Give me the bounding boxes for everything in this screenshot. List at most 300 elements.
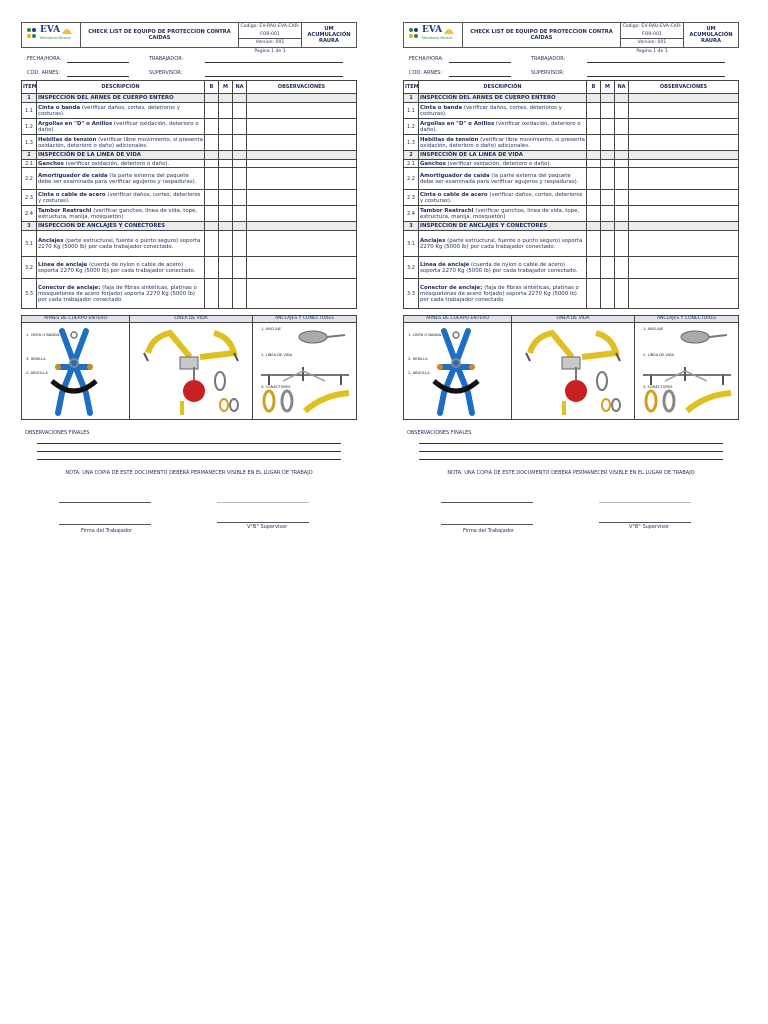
observation-cell[interactable]: [629, 135, 739, 151]
check-na-cell[interactable]: [615, 168, 629, 190]
item-number: 1.3: [404, 135, 419, 151]
document-page: Pagina 1 de 1: [636, 48, 668, 54]
item-number: 2.4: [404, 206, 419, 222]
check-b-cell[interactable]: [587, 231, 601, 257]
observation-cell[interactable]: [629, 190, 739, 206]
item-description: [419, 119, 587, 135]
section-number: 3: [404, 222, 419, 231]
checklist-table: [21, 80, 357, 309]
reference-images: [403, 315, 739, 420]
checklist-row: [404, 119, 739, 135]
check-b-cell[interactable]: [205, 119, 219, 135]
check-b-cell[interactable]: [587, 168, 601, 190]
item-number: 2.1: [404, 160, 419, 168]
check-na-cell[interactable]: [233, 135, 247, 151]
document-version: Version: 001: [239, 39, 301, 48]
observation-cell[interactable]: [247, 103, 357, 119]
item-number: 1.3: [22, 135, 37, 151]
observaciones-line-1[interactable]: [37, 443, 341, 444]
vb-supervisor-line-2[interactable]: [599, 522, 691, 523]
section-cell: [587, 222, 601, 231]
checklist-row: [22, 190, 357, 206]
section-cell: [219, 222, 233, 231]
item-name: Tambor Reatrachl: [420, 207, 474, 214]
harness-image: [404, 323, 512, 419]
form-fields: [403, 48, 739, 80]
check-na-cell[interactable]: [233, 257, 247, 279]
item-detail: (verificar ganchos, linea de vida, tope, estructura, manija, mosquetón): [38, 207, 198, 220]
item-description: [37, 231, 205, 257]
item-description: [419, 231, 587, 257]
check-na-cell[interactable]: [615, 206, 629, 222]
checklist-row: [404, 257, 739, 279]
check-na-cell[interactable]: [233, 190, 247, 206]
item-number: 1.1: [22, 103, 37, 119]
check-na-cell[interactable]: [233, 206, 247, 222]
item-description: [419, 103, 587, 119]
item-description: [37, 168, 205, 190]
section-title: INSPECCION DE ANCLAJES Y CONECTORES: [37, 222, 205, 231]
form-fields: [21, 48, 357, 80]
col-item: ITEM: [22, 81, 37, 94]
item-description: [419, 160, 587, 168]
item-name: Tambor Reatrachl: [38, 207, 92, 214]
checklist-row: [22, 160, 357, 168]
item-detail: (verificar libre movimiento, si presenta oxidación, deterioro o daño) adicionales.: [38, 136, 203, 149]
check-na-cell[interactable]: [233, 160, 247, 168]
observation-cell[interactable]: [247, 135, 357, 151]
firma-trabajador-line-1[interactable]: [59, 502, 151, 503]
section-cell: [629, 151, 739, 160]
section-number: 1: [404, 94, 419, 103]
check-b-cell[interactable]: [205, 257, 219, 279]
section-cell: [205, 222, 219, 231]
col-descripcion: DESCRIPCIÓN: [37, 81, 205, 94]
item-name: Hebillas de tensión: [38, 136, 97, 143]
eva-logo: [404, 23, 463, 47]
item-description: [37, 119, 205, 135]
anclajes-image-title: ANCLAJES Y CONECTORES: [656, 316, 717, 321]
checklist-row: [404, 160, 739, 168]
anc-label-1: 1. ANCLAJE: [643, 327, 664, 331]
observaciones-line-3[interactable]: [419, 459, 723, 460]
checklist-row: [404, 103, 739, 119]
form-title: CHECK LIST DE EQUIPO DE PROTECCION CONTRA CAIDAS: [463, 23, 621, 47]
check-m-cell[interactable]: [219, 103, 233, 119]
trabajador-input[interactable]: [587, 62, 725, 63]
item-name: Ganchos: [420, 160, 446, 167]
signature-area: [403, 490, 739, 540]
item-number: 1.2: [404, 119, 419, 135]
arnes-label-1: 1. CINTA O BANDA: [408, 333, 442, 337]
firma-trabajador-line-2[interactable]: [441, 524, 533, 525]
item-number: 3.1: [404, 231, 419, 257]
section-number: 2: [22, 151, 37, 160]
item-name: Argollas en "D" o Anillos: [38, 120, 113, 127]
item-name: Cinta o cable de acero: [420, 191, 488, 198]
section-cell: [219, 94, 233, 103]
item-detail: (faja de fibras sintéticas, platinas o mosquetones de acero forjado) soporta 2270 Kg (5000 lb) por cada trabajador conectado.: [420, 284, 579, 303]
check-na-cell[interactable]: [615, 279, 629, 309]
item-detail: (verificar libre movimiento, si presenta oxidación, deterioro o daño) adicionales.: [420, 136, 585, 149]
observation-cell[interactable]: [247, 119, 357, 135]
check-na-cell[interactable]: [615, 190, 629, 206]
section-cell: [587, 94, 601, 103]
reference-images: [21, 315, 357, 420]
check-m-cell[interactable]: [601, 279, 615, 309]
item-detail: (verificar oxidación, deterioro o daño).: [420, 120, 581, 133]
item-detail: (parte estructural, fuente o punto seguro) soporta 2270 Kg (5000 lb) por cada trabajador conectado.: [420, 237, 583, 250]
section-cell: [601, 94, 615, 103]
section-cell: [233, 151, 247, 160]
linea-image-title: LINEA DE VIDA: [512, 316, 635, 322]
item-name: Amortiguador de caída: [420, 172, 490, 179]
signature-area: [21, 490, 357, 540]
supervisor-label: SUPERVISOR:: [149, 70, 183, 76]
section-cell: [629, 222, 739, 231]
checklist-row: [22, 119, 357, 135]
check-na-cell[interactable]: [233, 231, 247, 257]
section-cell: [247, 151, 357, 160]
supervisor-input[interactable]: [587, 76, 725, 77]
item-name: Ganchos: [38, 160, 64, 167]
check-m-cell[interactable]: [219, 119, 233, 135]
section-cell: [629, 94, 739, 103]
check-b-cell[interactable]: [205, 279, 219, 309]
item-description: [37, 103, 205, 119]
anchors-connectors-image: [635, 323, 738, 419]
item-number: 2.3: [22, 190, 37, 206]
observation-cell[interactable]: [629, 160, 739, 168]
check-m-cell[interactable]: [601, 190, 615, 206]
vb-supervisor-line-1[interactable]: [217, 502, 309, 503]
checklist-row: [404, 190, 739, 206]
check-b-cell[interactable]: [587, 206, 601, 222]
item-detail: (verificar daños, cortes, deterioros y costuras).: [420, 191, 583, 204]
item-name: Linea de anclaje: [420, 261, 470, 268]
document-codes: [621, 23, 684, 54]
check-b-cell[interactable]: [205, 103, 219, 119]
observation-cell[interactable]: [629, 231, 739, 257]
item-name: Cinta o banda: [38, 104, 81, 111]
vb-supervisor-label: V°B° Supervisor: [629, 524, 670, 530]
checklist-row: [404, 279, 739, 309]
col-item: ITEM: [404, 81, 419, 94]
checklist-row: [22, 279, 357, 309]
section-title: INSPECCION DEL ARNES DE CUERPO ENTERO: [37, 94, 205, 103]
vb-supervisor-line-2[interactable]: [217, 522, 309, 523]
check-m-cell[interactable]: [219, 168, 233, 190]
firma-trabajador-label: Firma del Trabajador: [81, 528, 133, 534]
observaciones-line-2[interactable]: [419, 451, 723, 452]
observaciones-finales-label: OBSERVACIONES FINALES: [25, 430, 90, 436]
observation-cell[interactable]: [247, 190, 357, 206]
section-cell: [247, 222, 357, 231]
item-description: [419, 279, 587, 309]
col-b: B: [587, 81, 601, 94]
document-page: Pagina 1 de 1: [254, 48, 286, 54]
section-row: [404, 94, 739, 103]
checklist-row: [22, 168, 357, 190]
check-m-cell[interactable]: [601, 160, 615, 168]
checklist-row: [404, 231, 739, 257]
trabajador-label: TRABAJADOR:: [531, 56, 566, 62]
fecha-input[interactable]: [67, 62, 129, 63]
section-row: [22, 151, 357, 160]
item-description: [419, 206, 587, 222]
item-name: Hebillas de tensión: [420, 136, 479, 143]
observation-cell[interactable]: [247, 206, 357, 222]
item-description: [419, 190, 587, 206]
item-detail: (parte estructural, fuente o punto seguro) soporta 2270 Kg (5000 lb) por cada trabajador conectado.: [38, 237, 201, 250]
observaciones-finales-label: OBSERVACIONES FINALES: [407, 430, 472, 436]
section-row: [404, 151, 739, 160]
item-description: [37, 206, 205, 222]
item-number: 1.1: [404, 103, 419, 119]
document-code: Codigo: EV-RAU-EVA-CAR-FOR-001: [621, 23, 683, 39]
section-cell: [601, 222, 615, 231]
form-title: CHECK LIST DE EQUIPO DE PROTECCION CONTRA CAIDAS: [81, 23, 239, 47]
check-m-cell[interactable]: [601, 231, 615, 257]
col-descripcion: DESCRIPCIÓN: [419, 81, 587, 94]
observaciones-line-2[interactable]: [37, 451, 341, 452]
item-detail: (la parte externa del paquete debe ser examinada para verificar agujeros y raspaduras).: [38, 172, 197, 185]
check-b-cell[interactable]: [587, 279, 601, 309]
checklist-row: [22, 135, 357, 151]
arnes-label-2: 3. HEBILLA: [408, 357, 428, 361]
cod-arnes-label: COD. ARNES:: [27, 70, 61, 76]
item-number: 2.4: [22, 206, 37, 222]
section-cell: [219, 151, 233, 160]
check-b-cell[interactable]: [205, 135, 219, 151]
item-detail: (verificar oxidación, deterioro o daño).: [63, 160, 170, 167]
observation-cell[interactable]: [247, 168, 357, 190]
item-description: [37, 279, 205, 309]
check-na-cell[interactable]: [615, 231, 629, 257]
item-detail: (cuerda de nylon o cable de acero) soporta 2270 Kg (5000 lb) por cada trabajador conectado.: [420, 261, 578, 274]
arnes-image-title: ARNES DE CUERPO ENTERO: [404, 316, 512, 322]
observation-cell[interactable]: [247, 231, 357, 257]
arnes-label-1: 1. CINTA O BANDA: [26, 333, 60, 337]
section-number: 2: [404, 151, 419, 160]
checklist-table: [403, 80, 739, 309]
check-b-cell[interactable]: [205, 231, 219, 257]
section-cell: [205, 151, 219, 160]
col-observaciones: OBSERVACIÓNES: [629, 81, 739, 94]
arnes-label-3: 2. ARGOLLA: [408, 371, 430, 375]
section-cell: [233, 222, 247, 231]
check-m-cell[interactable]: [219, 206, 233, 222]
observation-cell[interactable]: [629, 257, 739, 279]
vb-supervisor-line-1[interactable]: [599, 502, 691, 503]
supervisor-input[interactable]: [205, 76, 343, 77]
col-m: M: [601, 81, 615, 94]
checklist-sheet-right: [403, 22, 739, 540]
section-row: [22, 222, 357, 231]
firma-trabajador-line-2[interactable]: [59, 524, 151, 525]
logo-text: EVA: [422, 25, 443, 35]
arnes-label-2: 3. HEBILLA: [26, 357, 46, 361]
observaciones-line-3[interactable]: [37, 459, 341, 460]
section-cell: [247, 94, 357, 103]
check-na-cell[interactable]: [615, 119, 629, 135]
item-name: Linea de anclaje: [38, 261, 88, 268]
item-name: Conector de anclaje:: [38, 284, 101, 291]
observaciones-line-1[interactable]: [419, 443, 723, 444]
item-name: Cinta o cable de acero: [38, 191, 106, 198]
cod-arnes-label: COD. ARNES:: [409, 70, 443, 76]
section-title: INSPECCIÓN DE LA LINEA DE VIDA: [37, 151, 205, 160]
check-na-cell[interactable]: [233, 103, 247, 119]
firma-trabajador-line-1[interactable]: [441, 502, 533, 503]
fecha-label: FECHA/HORA:: [27, 56, 62, 62]
anc-label-2: 2. LINEA DE VIDA: [261, 353, 293, 357]
checklist-row: [404, 168, 739, 190]
document-code: Codigo: EV-RAU-EVA-CAR-FOR-001: [239, 23, 301, 39]
logo-subtext: Ministerio Minera: [422, 36, 453, 40]
observation-cell[interactable]: [629, 206, 739, 222]
section-row: [404, 222, 739, 231]
unit-name: UM ACUMULACIÓN RAURA: [689, 26, 733, 44]
section-number: 3: [22, 222, 37, 231]
col-observaciones: OBSERVACIÓNES: [247, 81, 357, 94]
check-b-cell[interactable]: [587, 190, 601, 206]
item-number: 3.1: [22, 231, 37, 257]
item-description: [37, 257, 205, 279]
check-m-cell[interactable]: [601, 206, 615, 222]
form-header: [403, 22, 739, 54]
anchors-connectors-image: [253, 323, 356, 419]
check-na-cell[interactable]: [233, 168, 247, 190]
item-number: 2.1: [22, 160, 37, 168]
col-na: NA: [233, 81, 247, 94]
section-title: INSPECCION DE ANCLAJES Y CONECTORES: [419, 222, 587, 231]
item-description: [419, 257, 587, 279]
check-b-cell[interactable]: [205, 160, 219, 168]
linea-image-title: LINEA DE VIDA: [130, 316, 253, 322]
section-number: 1: [22, 94, 37, 103]
vb-supervisor-label: V°B° Supervisor: [247, 524, 288, 530]
item-name: Anclajes: [38, 237, 64, 244]
check-b-cell[interactable]: [587, 257, 601, 279]
logo-text: EVA: [40, 25, 61, 35]
item-detail: (cuerda de nylon o cable de acero) soporta 2270 Kg (5000 lb) por cada trabajador conectado.: [38, 261, 196, 274]
check-m-cell[interactable]: [219, 135, 233, 151]
observation-cell[interactable]: [247, 257, 357, 279]
check-b-cell[interactable]: [587, 103, 601, 119]
check-na-cell[interactable]: [615, 135, 629, 151]
item-number: 3.2: [404, 257, 419, 279]
section-title: INSPECCIÓN DE LA LINEA DE VIDA: [419, 151, 587, 160]
item-detail: (verificar oxidación, deterioro o daño).: [38, 120, 199, 133]
document-codes: [239, 23, 302, 54]
check-b-cell[interactable]: [587, 160, 601, 168]
document-note: NOTA: UNA COPIA DE ESTE DOCUMENTO DEBERÁ PERMANECER VISIBLE EN EL LUGAR DE TRABAJO: [65, 470, 313, 476]
check-na-cell[interactable]: [615, 103, 629, 119]
check-na-cell[interactable]: [615, 160, 629, 168]
item-name: Amortiguador de caída: [38, 172, 108, 179]
item-detail: (verificar ganchos, linea de vida, tope, estructura, manija, mosquetón): [420, 207, 580, 220]
cod-arnes-input[interactable]: [67, 76, 129, 77]
check-na-cell[interactable]: [233, 119, 247, 135]
observation-cell[interactable]: [629, 168, 739, 190]
trabajador-input[interactable]: [205, 62, 343, 63]
anc-label-3: 3. CONECTORES: [261, 385, 291, 389]
col-b: B: [205, 81, 219, 94]
check-m-cell[interactable]: [219, 160, 233, 168]
anc-label-2: 2. LINEA DE VIDA: [643, 353, 675, 357]
check-m-cell[interactable]: [601, 168, 615, 190]
item-detail: (verificar daños, cortes, deterioros y costuras).: [420, 104, 562, 117]
form-header: [21, 22, 357, 54]
check-m-cell[interactable]: [601, 103, 615, 119]
check-m-cell[interactable]: [601, 257, 615, 279]
fecha-label: FECHA/HORA:: [409, 56, 444, 62]
check-b-cell[interactable]: [205, 168, 219, 190]
item-name: Cinta o banda: [420, 104, 463, 111]
arnes-label-3: 2. ARGOLLA: [26, 371, 48, 375]
document-note: NOTA: UNA COPIA DE ESTE DOCUMENTO DEBERÁ PERMANECER VISIBLE EN EL LUGAR DE TRABAJO: [447, 470, 695, 476]
arnes-image-title: ARNES DE CUERPO ENTERO: [22, 316, 130, 322]
check-b-cell[interactable]: [205, 190, 219, 206]
observation-cell[interactable]: [247, 279, 357, 309]
observation-cell[interactable]: [629, 119, 739, 135]
item-description: [37, 135, 205, 151]
check-na-cell[interactable]: [615, 257, 629, 279]
lifeline-image: [130, 323, 253, 419]
check-m-cell[interactable]: [601, 135, 615, 151]
item-name: Conector de anclaje:: [420, 284, 483, 291]
trabajador-label: TRABAJADOR:: [149, 56, 184, 62]
check-m-cell[interactable]: [219, 231, 233, 257]
anc-label-1: 1. ANCLAJE: [261, 327, 282, 331]
observation-cell[interactable]: [629, 103, 739, 119]
checklist-row: [22, 257, 357, 279]
observation-cell[interactable]: [629, 279, 739, 309]
check-m-cell[interactable]: [219, 190, 233, 206]
item-number: 2.2: [22, 168, 37, 190]
item-number: 3.3: [404, 279, 419, 309]
section-cell: [587, 151, 601, 160]
checklist-sheet-left: [21, 22, 357, 540]
check-b-cell[interactable]: [205, 206, 219, 222]
item-detail: (verificar daños, cortes, deterioros y costuras).: [38, 104, 180, 117]
section-cell: [615, 222, 629, 231]
observation-cell[interactable]: [247, 160, 357, 168]
checklist-row: [22, 231, 357, 257]
item-number: 1.2: [22, 119, 37, 135]
check-b-cell[interactable]: [587, 135, 601, 151]
check-m-cell[interactable]: [219, 279, 233, 309]
check-na-cell[interactable]: [233, 279, 247, 309]
supervisor-label: SUPERVISOR:: [531, 70, 565, 76]
item-name: Argollas en "D" o Anillos: [420, 120, 495, 127]
item-detail: (verificar daños, cortes, deterioros y costuras).: [38, 191, 201, 204]
logo-subtext: Ministerio Minera: [40, 36, 71, 40]
check-m-cell[interactable]: [219, 257, 233, 279]
document-version: Version: 001: [621, 39, 683, 48]
check-m-cell[interactable]: [601, 119, 615, 135]
unit-name: UM ACUMULACIÓN RAURA: [307, 26, 351, 44]
col-m: M: [219, 81, 233, 94]
section-cell: [615, 94, 629, 103]
fecha-input[interactable]: [449, 62, 511, 63]
cod-arnes-input[interactable]: [449, 76, 511, 77]
lifeline-image: [512, 323, 635, 419]
section-cell: [615, 151, 629, 160]
eva-logo: [22, 23, 81, 47]
check-b-cell[interactable]: [587, 119, 601, 135]
